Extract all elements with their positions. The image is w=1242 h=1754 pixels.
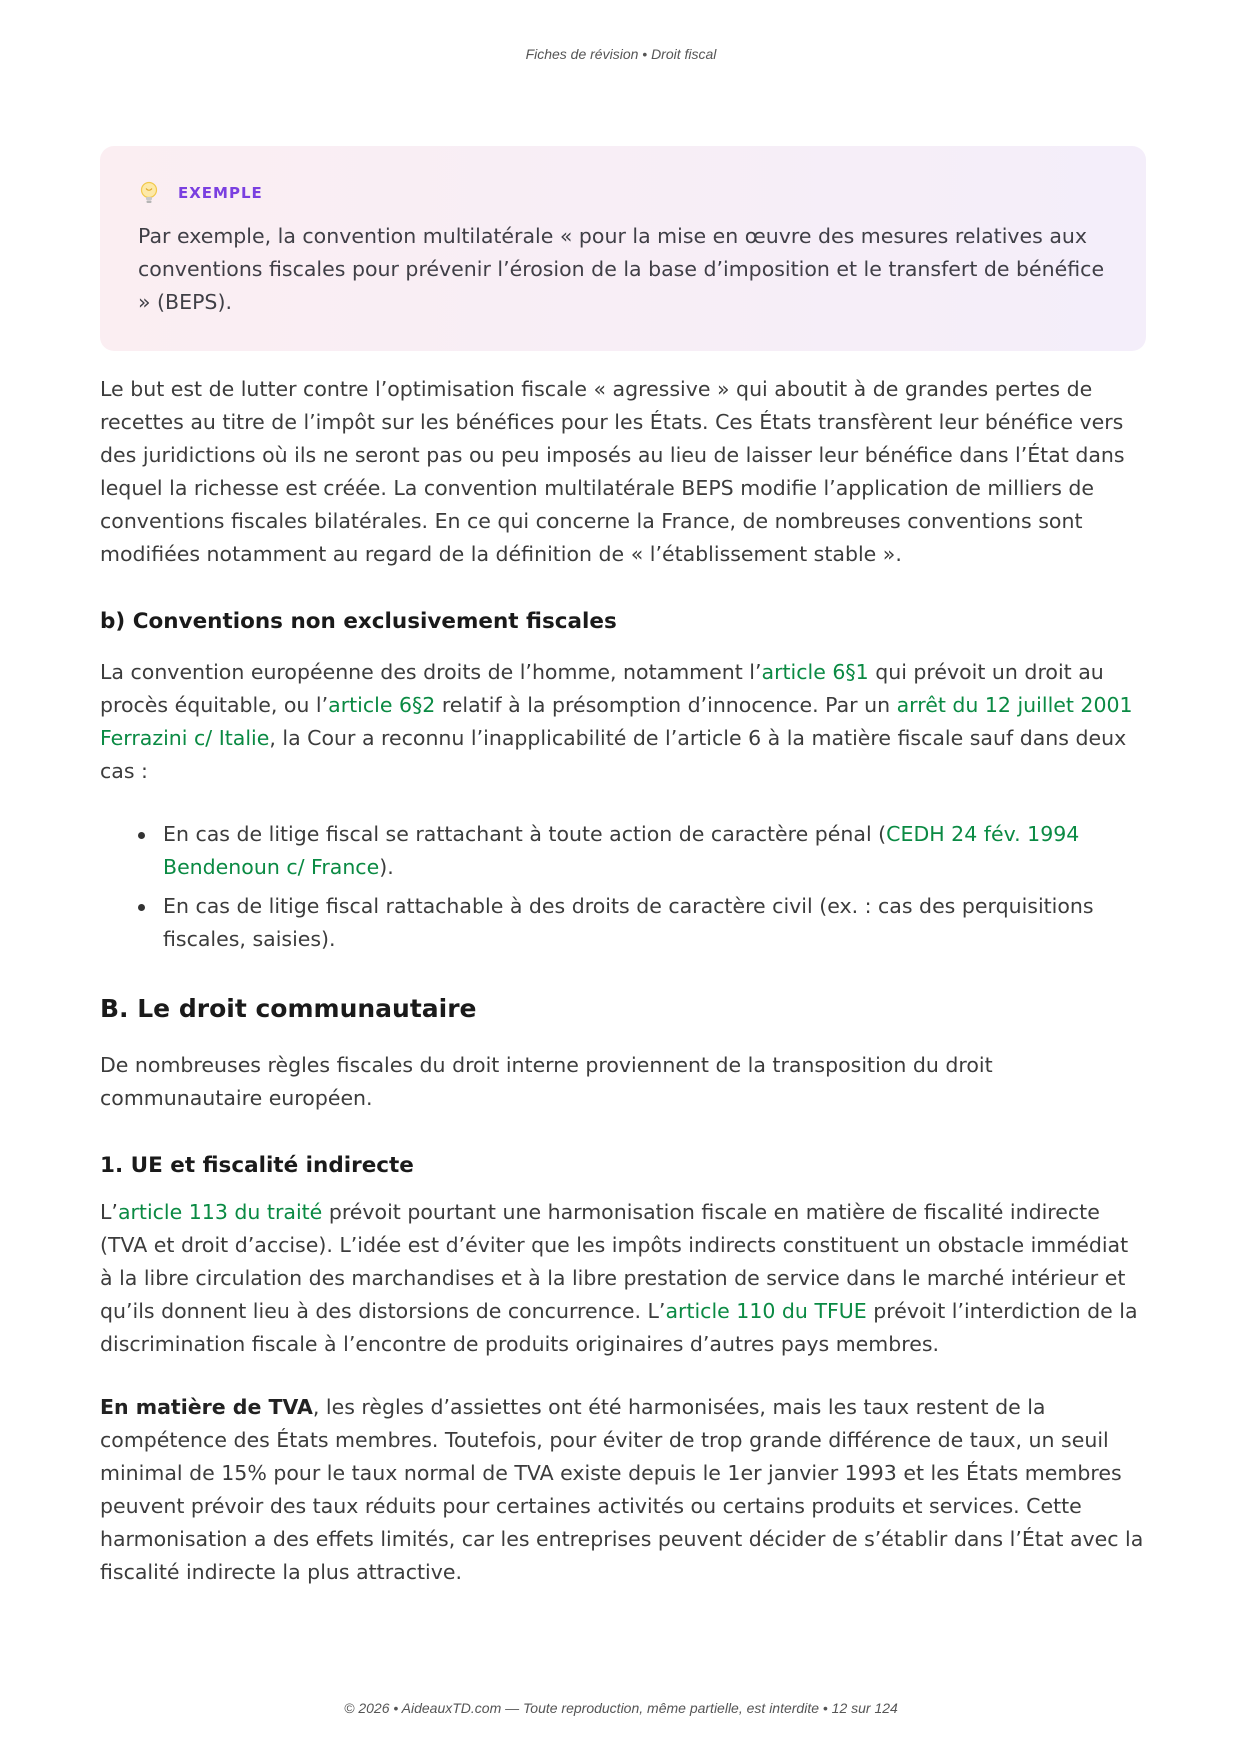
heading-ue-fiscalite-indirecte: 1. UE et fiscalité indirecte bbox=[100, 1153, 414, 1178]
heading-non-exclusive-conventions: b) Conventions non exclusivement fiscales bbox=[100, 609, 617, 634]
example-callout bbox=[100, 146, 1146, 351]
bullet-1-end: ). bbox=[379, 855, 394, 879]
cedh-text-3: relatif à la présomption d’innocence. Par un bbox=[435, 693, 897, 717]
harmo-text-1: L’ bbox=[100, 1200, 118, 1224]
paragraph-harmonisation bbox=[100, 1196, 1146, 1361]
link-article-6-1[interactable]: article 6§1 bbox=[761, 660, 869, 684]
link-ferrazini[interactable]: arrêt du 12 juillet 2001 Ferrazini c/ Italie bbox=[100, 693, 1133, 750]
running-header: Fiches de révision • Droit fiscal bbox=[525, 46, 717, 62]
link-article-113[interactable]: article 113 du traité bbox=[117, 1200, 323, 1224]
paragraph-tva bbox=[100, 1391, 1146, 1589]
heading-droit-communautaire: B. Le droit communautaire bbox=[100, 994, 477, 1023]
bullet-dot bbox=[138, 832, 145, 839]
list-item bbox=[163, 818, 1146, 884]
cedh-text-4: , la Cour a reconnu l’inapplicabilité de l’article 6 à la matière fiscale sauf dans deux cas : bbox=[100, 726, 1127, 783]
paragraph-cedh bbox=[100, 656, 1146, 788]
bullet-2-text: En cas de litige fiscal rattachable à des droits de caractère civil (ex. : cas des perquisitions fiscales, saisies). bbox=[163, 894, 1094, 951]
link-article-110-tfue[interactable]: article 110 du TFUE bbox=[665, 1299, 867, 1323]
link-article-6-2[interactable]: article 6§2 bbox=[328, 693, 436, 717]
example-text: Par exemple, la convention multilatérale « pour la mise en œuvre des mesures relatives aux conventions fiscales pour prévenir l’érosion de la base d’imposition et le transfert de bénéfice » (BEPS). bbox=[138, 224, 1105, 314]
page-footer: © 2026 • AideauxTD.com — Toute reproduction, même partielle, est interdite • 12 sur 124 bbox=[344, 1700, 898, 1716]
tva-bold-lead: En matière de TVA bbox=[100, 1395, 313, 1419]
example-label: EXEMPLE bbox=[178, 184, 263, 202]
bullet-1-text: En cas de litige fiscal se rattachant à toute action de caractère pénal ( bbox=[163, 822, 887, 846]
list-item bbox=[163, 890, 1146, 956]
harmo-text-3: prévoit l’interdiction de la discrimination fiscale à l’encontre de produits originaires d’autres pays membres. bbox=[100, 1299, 1138, 1356]
harmo-text-2: prévoit pourtant une harmonisation fiscale en matière de fiscalité indirecte (TVA et droit d’accise). L’idée est d’éviter que les impôts indirects constituent un obstacle immédiat à la libre circulation des marchandises et à la libre prestation de service dans le marché intérieur et qu’ils donnent lieu à des distorsions de concurrence. L’ bbox=[100, 1200, 1129, 1323]
example-header bbox=[138, 180, 1108, 206]
cases-list bbox=[100, 818, 1146, 956]
bullet-dot bbox=[138, 904, 145, 911]
tva-text: , les règles d’assiettes ont été harmonisées, mais les taux restent de la compétence des États membres. Toutefois, pour éviter de trop grande différence de taux, un seuil minimal de 15% pour le taux normal de TVA existe depuis le 1er janvier 1993 et les États membres peuvent prévoir des taux réduits pour certaines activités ou certains produits et services. Cette harmonisation a des effets limités, car les entreprises peuvent décider de s’établir dans l’État avec la fiscalité indirecte la plus attractive. bbox=[100, 1395, 1144, 1584]
lightbulb-icon bbox=[138, 180, 160, 206]
cedh-text-1: La convention européenne des droits de l’homme, notamment l’ bbox=[100, 660, 762, 684]
link-bendenoun[interactable]: CEDH 24 fév. 1994 Bendenoun c/ France bbox=[163, 822, 1080, 879]
paragraph-transposition: De nombreuses règles fiscales du droit interne proviennent de la transposition du droit communautaire européen. bbox=[100, 1053, 993, 1110]
cedh-text-2: qui prévoit un droit au procès équitable, ou l’ bbox=[100, 660, 1104, 717]
paragraph-beps-goal: Le but est de lutter contre l’optimisation fiscale « agressive » qui aboutit à de grandes pertes de recettes au titre de l’impôt sur les bénéfices pour les États. Ces États transfèrent leur bénéfice vers des juridictions où ils ne seront pas ou peu imposés au lieu de laisser leur bénéfice dans l’État dans lequel la richesse est créée. La convention multilatérale BEPS modifie l’application de milliers de conventions fiscales bilatérales. En ce qui concerne la France, de nombreuses conventions sont modifiées notamment au regard de la définition de « l’établissement stable ». bbox=[100, 377, 1125, 566]
page-content bbox=[100, 146, 1146, 1589]
